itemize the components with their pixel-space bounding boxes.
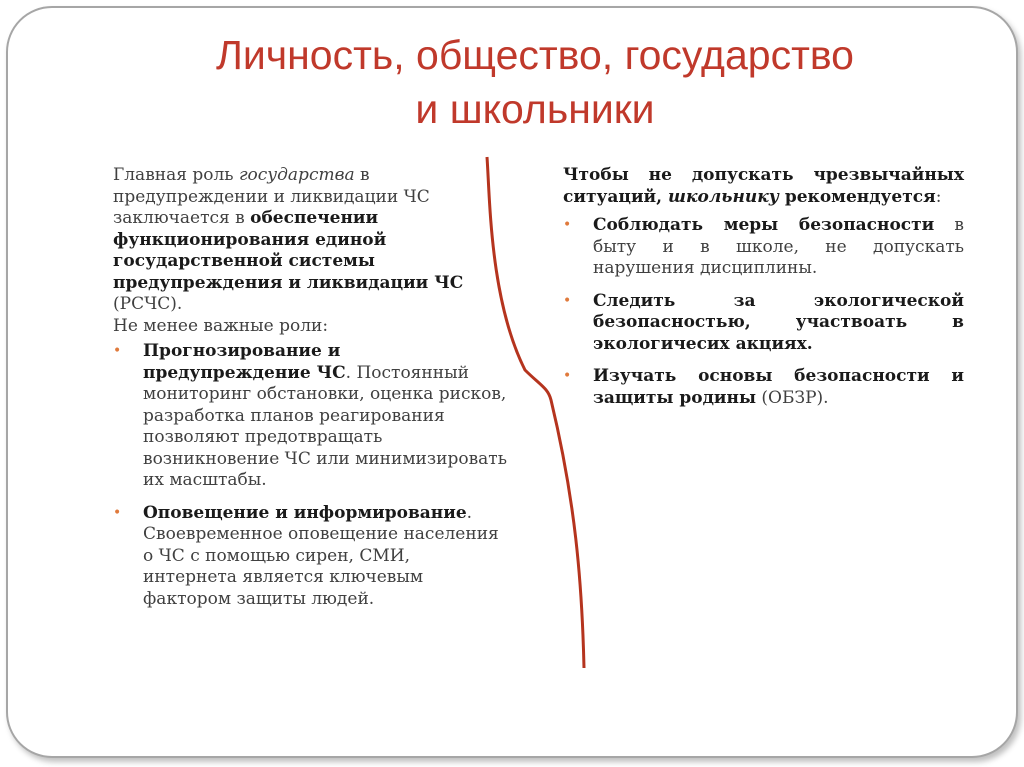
- right-lead: [563, 165, 964, 208]
- left-item-2-bold: Оповещение и информирование: [143, 502, 467, 523]
- right-item-3-text: (ОБЗР).: [756, 387, 829, 408]
- right-list-item: [563, 215, 964, 280]
- left-intro: [113, 165, 508, 316]
- right-list: [563, 215, 964, 409]
- bullet-icon: •: [563, 217, 572, 233]
- bullet-icon: •: [563, 292, 572, 309]
- right-item-3-bold: Изучать основы безопасности и защиты родины: [593, 366, 964, 408]
- left-item-2-text: . Своевременное оповещение населения о ЧС с помощью сирен, СМИ, интернета является ключевым фактором защиты людей.: [143, 502, 499, 609]
- slide-title: [120, 28, 950, 136]
- bullet-icon: •: [113, 504, 122, 521]
- left-intro-text-3: (РСЧС).: [113, 294, 183, 314]
- left-intro-text-2: в предупреждении и ликвидации ЧС заключается в: [113, 165, 430, 228]
- right-lead-bold-1: Чтобы не допускать чрезвычайных ситуаций,: [563, 165, 964, 207]
- title-line-2: и школьники: [415, 86, 655, 132]
- left-item-1-text: . Постоянный мониторинг обстановки, оценка рисков, разработка планов реагирования позволяют предотвращать возникновение ЧС или минимизировать их масштабы.: [143, 362, 507, 490]
- left-item-1-bold: Прогнозирование и предупреждение ЧС: [143, 341, 346, 383]
- right-lead-bold-2: рекомендуется: [778, 186, 936, 207]
- right-list-item: [563, 291, 964, 356]
- left-roles-label: Не менее важные роли:: [113, 315, 329, 336]
- right-item-2-bold: Следить за экологической безопасностью, участвоать в экологичесих акциях.: [593, 290, 964, 354]
- right-list-item: [563, 366, 964, 409]
- left-list-item: [113, 341, 508, 492]
- right-lead-italic: школьнику: [668, 186, 779, 207]
- right-item-1-text: в быту и в школе, не допускать нарушения дисциплины.: [593, 215, 964, 278]
- bullet-icon: •: [563, 368, 572, 384]
- left-intro-text-1: Главная роль: [113, 165, 239, 185]
- title-line-1: Личность, общество, государство: [215, 32, 854, 78]
- left-intro-bold: обеспечении функционирования единой государственной системы предупреждения и ликвидации ЧС: [113, 208, 464, 293]
- left-column: [113, 165, 508, 621]
- bullet-icon: •: [113, 343, 122, 359]
- left-list: [113, 341, 508, 610]
- left-intro-italic: государства: [238, 165, 355, 185]
- right-lead-colon: :: [935, 186, 942, 207]
- right-item-1-bold: Соблюдать меры безопасности: [593, 215, 935, 235]
- right-column: [563, 165, 964, 420]
- left-list-item: [113, 503, 508, 611]
